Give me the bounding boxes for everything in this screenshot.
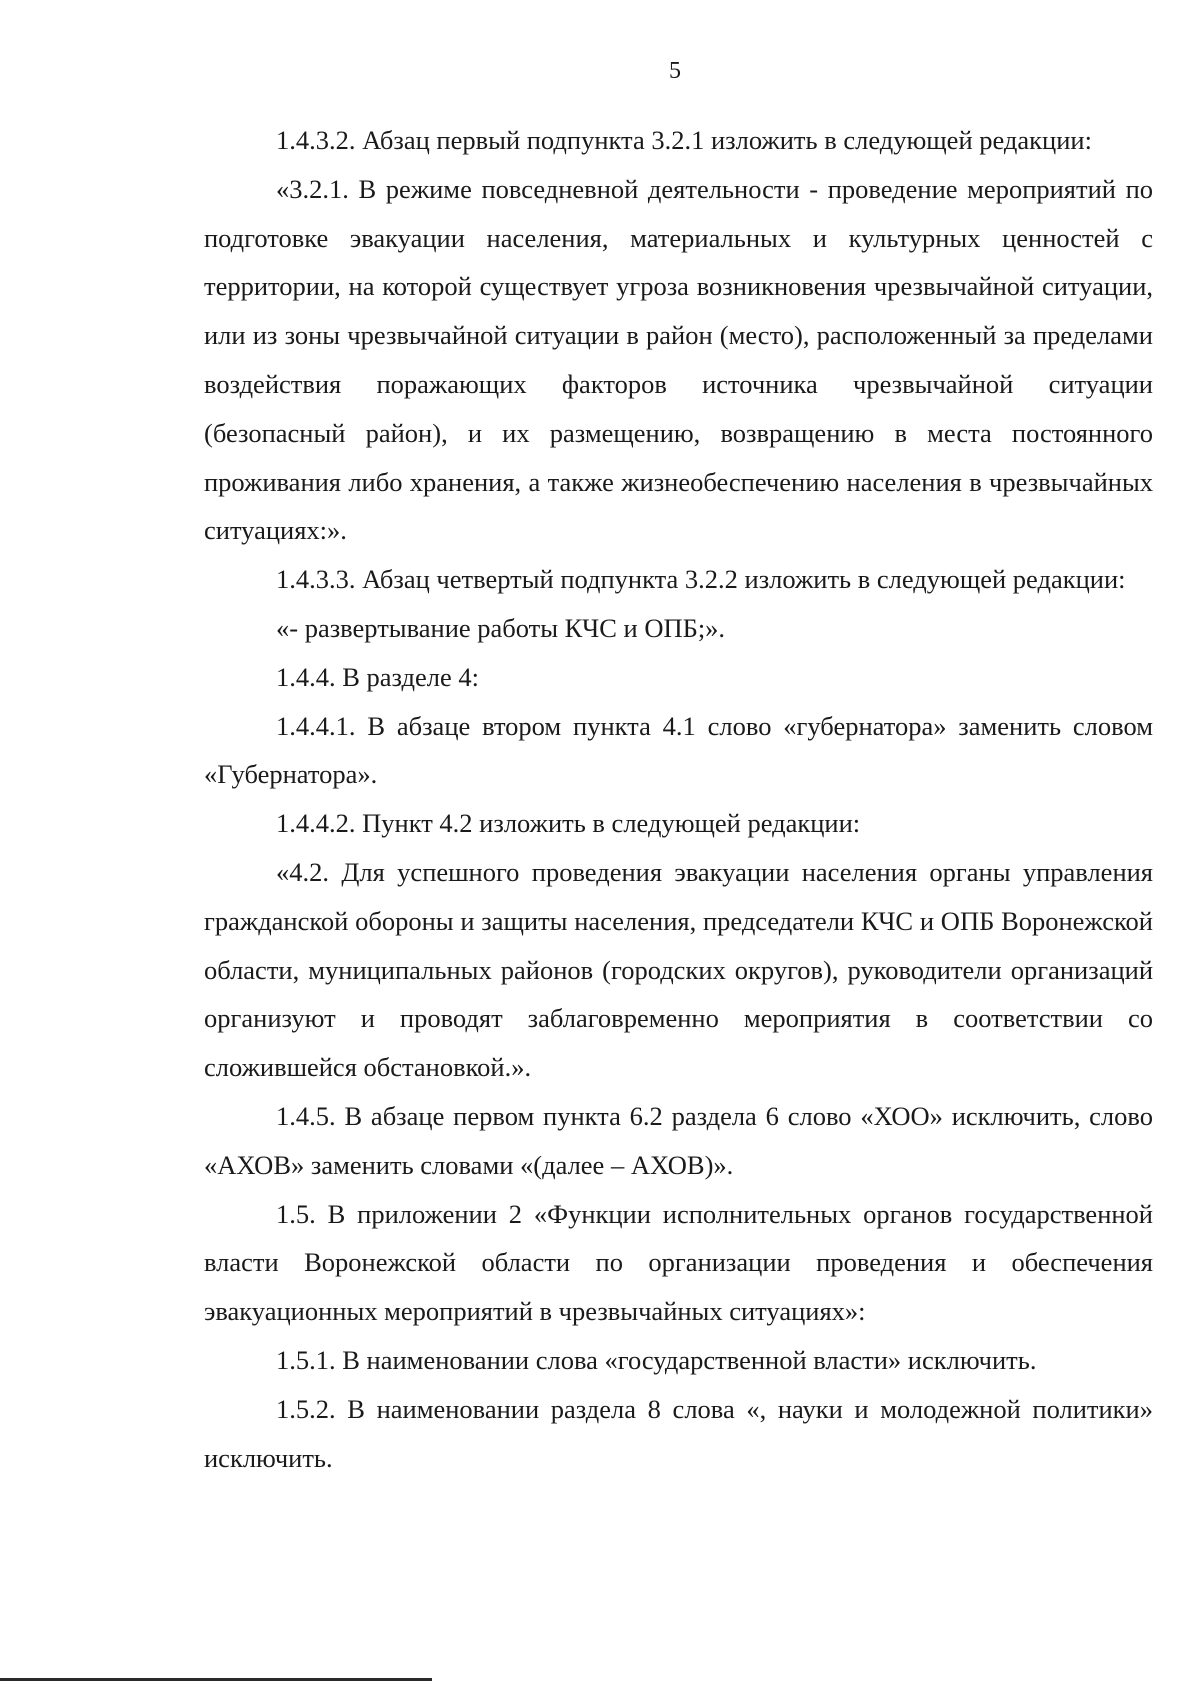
paragraph-1-4-3-3: 1.4.3.3. Абзац четвертый подпункта 3.2.2 изложить в следующей редакции:: [276, 564, 1126, 595]
paragraph-1-5-2: 1.5.2. В наименовании раздела 8 слова «, науки и молодежной политики» исключить.: [204, 1393, 1153, 1473]
paragraph-quote-4-2: «4.2. Для успешного проведения эвакуации населения органы управления гражданской обороны и защиты населения, председатели КЧС и ОПБ Воронежской области, муниципальных районов (городских округов), руководители организаций организуют и проводят заблаговременно мероприятия в соответствии со сложившейся обстановкой.».: [204, 856, 1153, 1083]
paragraph-1-4-3-2: 1.4.3.2. Абзац первый подпункта 3.2.1 изложить в следующей редакции:: [276, 125, 1092, 155]
paragraph-1-4-4: 1.4.4. В разделе 4:: [276, 661, 480, 692]
footer-rule: [0, 1678, 432, 1681]
page-number: 5: [669, 58, 681, 84]
paragraph-1-4-4-1: 1.4.4.1. В абзаце втором пункта 4.1 слово «губернатора» заменить словом «Губернатора».: [204, 710, 1153, 790]
paragraph-1-5-1: 1.5.1. В наименовании слова «государственной власти» исключить.: [276, 1344, 1037, 1375]
paragraph-1-4-4-2: 1.4.4.2. Пункт 4.2 изложить в следующей редакции:: [276, 808, 861, 839]
document-body: [204, 116, 1153, 1482]
paragraph-1-5: 1.5. В приложении 2 «Функции исполнительных органов государственной власти Воронежской области по организации проведения и обеспечения эвакуационных мероприятий в чрезвычайных ситуациях»:: [204, 1198, 1153, 1327]
paragraph-1-4-5: 1.4.5. В абзаце первом пункта 6.2 раздела 6 слово «ХОО» исключить, слово «АХОВ» заменить словами «(далее – АХОВ)».: [204, 1100, 1153, 1180]
paragraph-quote-3-2-1: «3.2.1. В режиме повседневной деятельности - проведение мероприятий по подготовке эвакуации населения, материальных и культурных ценностей с территории, на которой существует угроза возникновения чрезвычайной ситуации, или из зоны чрезвычайной ситуации в район (место), расположенный за пределами воздействия поражающих факторов источника чрезвычайной ситуации (безопасный район), и их размещению, возвращению в места постоянного проживания либо хранения, а также жизнеобеспечению населения в чрезвычайных ситуациях:».: [204, 173, 1153, 546]
paragraph-quote-kchs-opb: «- развертывание работы КЧС и ОПБ;».: [276, 612, 726, 643]
